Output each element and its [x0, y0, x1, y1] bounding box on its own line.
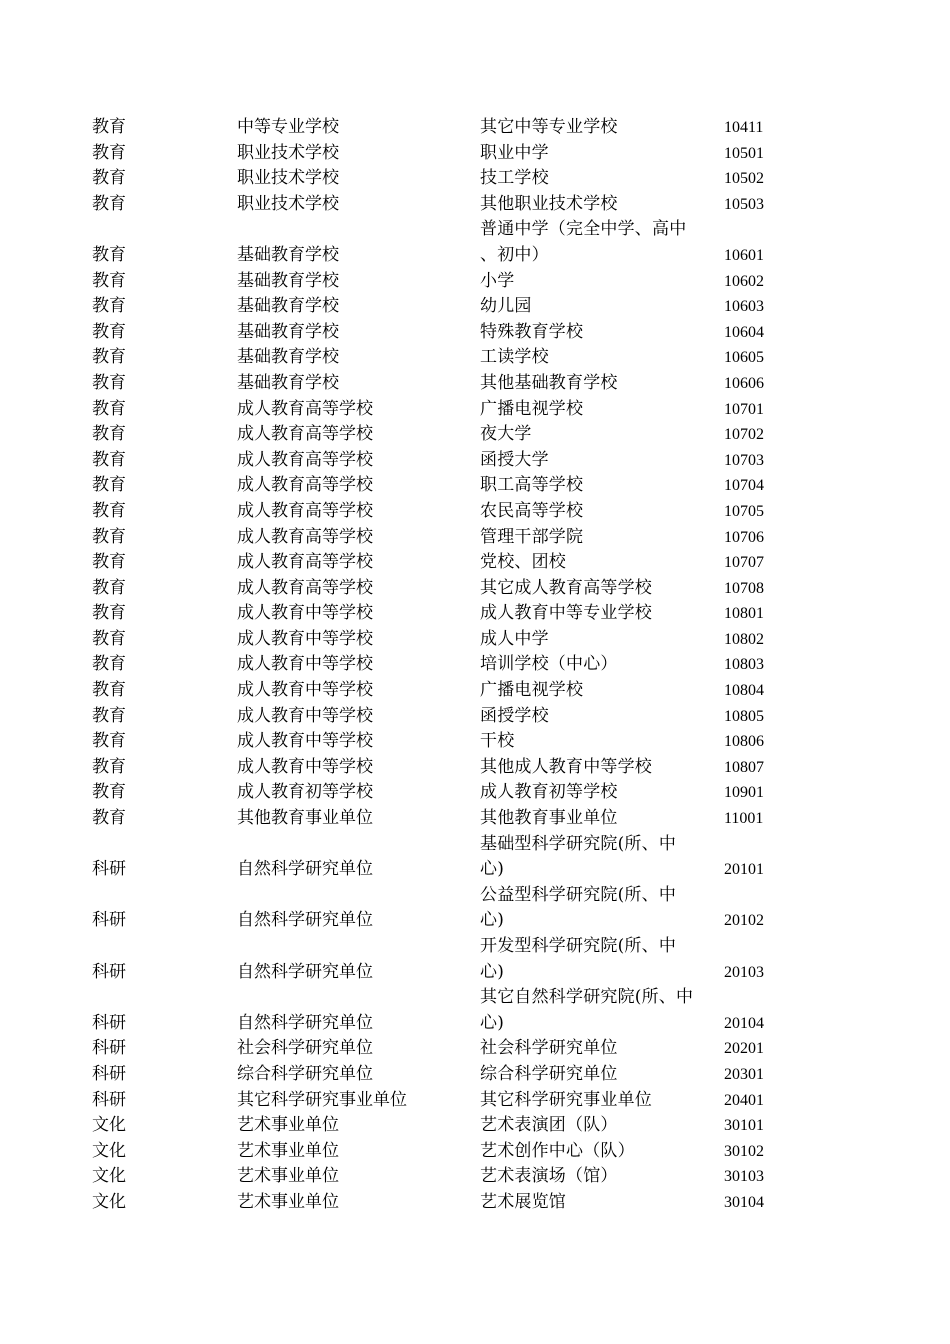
- category-cell: 教育: [92, 424, 126, 445]
- unit-type-cell: 其它科学研究事业单位: [480, 1089, 652, 1110]
- table-row: [92, 448, 792, 474]
- unit-type-cell: 广播电视学校: [480, 398, 584, 419]
- code-cell: 30103: [724, 1168, 764, 1186]
- code-cell: 10804: [724, 682, 764, 700]
- unit-type-cell: 技工学校: [480, 168, 549, 189]
- table-row: [92, 320, 792, 346]
- code-cell: 10601: [724, 246, 764, 264]
- category-cell: 教育: [92, 680, 126, 701]
- table-row: [92, 422, 792, 448]
- table-row: [92, 192, 792, 218]
- subcategory-cell: 艺术事业单位: [237, 1115, 339, 1136]
- category-cell: 教育: [92, 449, 126, 470]
- code-cell: 10606: [724, 374, 764, 392]
- unit-type-cell: 其他职业技术学校: [480, 193, 618, 214]
- subcategory-cell: 其它科学研究事业单位: [237, 1089, 407, 1110]
- subcategory-cell: 职业技术学校: [237, 168, 339, 189]
- table-row: [92, 1088, 792, 1114]
- code-cell: 10706: [724, 528, 764, 546]
- subcategory-cell: 基础教育学校: [237, 347, 339, 368]
- code-cell: 30101: [724, 1117, 764, 1135]
- table-row: [92, 678, 792, 704]
- subcategory-cell: 基础教育学校: [237, 244, 339, 265]
- category-cell: 教育: [92, 808, 126, 829]
- unit-type-cell: 其他成人教育中等学校: [480, 756, 652, 777]
- category-cell: 教育: [92, 705, 126, 726]
- unit-type-cell: 工读学校: [480, 347, 549, 368]
- category-cell: 教育: [92, 500, 126, 521]
- subcategory-cell: 成人教育高等学校: [237, 424, 373, 445]
- table-row: [92, 1113, 792, 1139]
- category-cell: 教育: [92, 654, 126, 675]
- table-row: [92, 1164, 792, 1190]
- table-row: [92, 576, 792, 602]
- subcategory-cell: 社会科学研究单位: [237, 1038, 373, 1059]
- category-cell: 教育: [92, 603, 126, 624]
- category-cell: 教育: [92, 782, 126, 803]
- category-cell: 教育: [92, 168, 126, 189]
- subcategory-cell: 职业技术学校: [237, 142, 339, 163]
- table-row: [92, 397, 792, 423]
- code-cell: 30102: [724, 1142, 764, 1160]
- subcategory-cell: 成人教育中等学校: [237, 705, 373, 726]
- unit-type-cell: 成人中学: [480, 628, 549, 649]
- table-row: [92, 1190, 792, 1216]
- unit-type-cell: 干校: [480, 731, 515, 752]
- subcategory-cell: 成人教育高等学校: [237, 526, 373, 547]
- unit-type-cell: 社会科学研究单位: [480, 1038, 618, 1059]
- category-cell: 教育: [92, 270, 126, 291]
- category-cell: 科研: [92, 859, 126, 880]
- category-cell: 科研: [92, 961, 126, 982]
- unit-type-cell: 小学: [480, 270, 515, 291]
- unit-type-cell: 函授学校: [480, 705, 549, 726]
- subcategory-cell: 基础教育学校: [237, 372, 339, 393]
- table-row: [92, 601, 792, 627]
- unit-type-cell: 其它自然科学研究院(所、中 心): [480, 987, 694, 1033]
- unit-type-cell: 开发型科学研究院(所、中 心): [480, 936, 677, 982]
- category-cell: 文化: [92, 1166, 126, 1187]
- table-row: [92, 525, 792, 551]
- unit-type-cell: 综合科学研究单位: [480, 1063, 618, 1084]
- code-cell: 10604: [724, 323, 764, 341]
- table-row: [92, 345, 792, 371]
- unit-type-cell: 特殊教育学校: [480, 321, 584, 342]
- category-cell: 科研: [92, 1012, 126, 1033]
- subcategory-cell: 成人教育高等学校: [237, 449, 373, 470]
- code-cell: 10603: [724, 298, 764, 316]
- code-cell: 10805: [724, 707, 764, 725]
- unit-type-cell: 夜大学: [480, 424, 532, 445]
- table-row: [92, 371, 792, 397]
- code-cell: 20103: [724, 963, 764, 981]
- code-cell: 10802: [724, 630, 764, 648]
- category-cell: 科研: [92, 1089, 126, 1110]
- code-cell: 10705: [724, 502, 764, 520]
- table-row: [92, 294, 792, 320]
- code-cell: 20102: [724, 912, 764, 930]
- unit-type-cell: 成人教育初等学校: [480, 782, 618, 803]
- table-row: [92, 217, 792, 268]
- category-cell: 教育: [92, 244, 126, 265]
- code-cell: 10801: [724, 605, 764, 623]
- category-cell: 科研: [92, 1063, 126, 1084]
- table-row: [92, 780, 792, 806]
- table-row: [92, 550, 792, 576]
- category-cell: 教育: [92, 398, 126, 419]
- code-cell: 20201: [724, 1040, 764, 1058]
- category-cell: 教育: [92, 475, 126, 496]
- subcategory-cell: 成人教育中等学校: [237, 731, 373, 752]
- subcategory-cell: 成人教育中等学校: [237, 756, 373, 777]
- subcategory-cell: 艺术事业单位: [237, 1140, 339, 1161]
- table-row: [92, 1036, 792, 1062]
- table-row: [92, 473, 792, 499]
- code-cell: 11001: [724, 810, 764, 828]
- subcategory-cell: 基础教育学校: [237, 270, 339, 291]
- subcategory-cell: 中等专业学校: [237, 117, 339, 137]
- subcategory-cell: 成人教育高等学校: [237, 500, 373, 521]
- code-cell: 10605: [724, 349, 764, 367]
- subcategory-cell: 综合科学研究单位: [237, 1063, 373, 1084]
- category-cell: 教育: [92, 577, 126, 598]
- code-cell: 20104: [724, 1014, 764, 1032]
- category-cell: 教育: [92, 321, 126, 342]
- category-cell: 科研: [92, 1038, 126, 1059]
- subcategory-cell: 成人教育高等学校: [237, 398, 373, 419]
- code-cell: 20301: [724, 1065, 764, 1083]
- subcategory-cell: 成人教育高等学校: [237, 577, 373, 598]
- code-cell: 20101: [724, 861, 764, 879]
- code-cell: 10702: [724, 426, 764, 444]
- subcategory-cell: 自然科学研究单位: [237, 910, 373, 931]
- code-cell: 10806: [724, 733, 764, 751]
- table-row: [92, 755, 792, 781]
- table-row: [92, 141, 792, 167]
- subcategory-cell: 成人教育中等学校: [237, 628, 373, 649]
- category-cell: 文化: [92, 1115, 126, 1136]
- unit-type-cell: 艺术表演团（队）: [480, 1115, 618, 1136]
- table-row: [92, 729, 792, 755]
- table-row: [92, 166, 792, 192]
- code-cell: 30104: [724, 1193, 764, 1211]
- category-cell: 教育: [92, 731, 126, 752]
- table-row: [92, 269, 792, 295]
- unit-type-cell: 普通中学（完全中学、高中 、初中）: [480, 219, 687, 265]
- unit-type-cell: 其他教育事业单位: [480, 808, 618, 829]
- unit-type-cell: 党校、团校: [480, 552, 566, 573]
- code-cell: 10501: [724, 144, 764, 162]
- category-cell: 教育: [92, 193, 126, 214]
- unit-type-cell: 艺术创作中心（队）: [480, 1140, 635, 1161]
- unit-type-cell: 艺术表演场（馆）: [480, 1166, 618, 1187]
- table-row: [92, 806, 792, 832]
- subcategory-cell: 成人教育中等学校: [237, 680, 373, 701]
- subcategory-cell: 艺术事业单位: [237, 1191, 339, 1212]
- subcategory-cell: 自然科学研究单位: [237, 961, 373, 982]
- table-row: [92, 934, 792, 985]
- code-cell: 10707: [724, 554, 764, 572]
- code-cell: 10701: [724, 400, 764, 418]
- category-cell: 科研: [92, 910, 126, 931]
- unit-type-cell: 函授大学: [480, 449, 549, 470]
- subcategory-cell: 自然科学研究单位: [237, 1012, 373, 1033]
- subcategory-cell: 成人教育中等学校: [237, 603, 373, 624]
- category-cell: 教育: [92, 372, 126, 393]
- subcategory-cell: 艺术事业单位: [237, 1166, 339, 1187]
- unit-type-cell: 艺术展览馆: [480, 1191, 566, 1212]
- unit-type-cell: 广播电视学校: [480, 680, 584, 701]
- unit-type-cell: 职工高等学校: [480, 475, 584, 496]
- unit-type-cell: 基础型科学研究院(所、中 心): [480, 833, 677, 880]
- unit-type-cell: 其他基础教育学校: [480, 372, 618, 393]
- subcategory-cell: 成人教育高等学校: [237, 552, 373, 573]
- code-cell: 10704: [724, 477, 764, 495]
- unit-type-cell: 成人教育中等专业学校: [480, 603, 652, 624]
- table-row: [92, 832, 792, 883]
- subcategory-cell: 基础教育学校: [237, 321, 339, 342]
- table-row: [92, 1139, 792, 1165]
- unit-type-cell: 职业中学: [480, 142, 549, 163]
- code-cell: 10807: [724, 758, 764, 776]
- code-cell: 20401: [724, 1091, 764, 1109]
- table-row: [92, 627, 792, 653]
- subcategory-cell: 成人教育初等学校: [237, 782, 373, 803]
- subcategory-cell: 职业技术学校: [237, 193, 339, 214]
- category-cell: 教育: [92, 296, 126, 317]
- subcategory-cell: 基础教育学校: [237, 296, 339, 317]
- subcategory-cell: 其他教育事业单位: [237, 808, 373, 829]
- code-cell: 10803: [724, 656, 764, 674]
- category-cell: 文化: [92, 1140, 126, 1161]
- table-row: [92, 1062, 792, 1088]
- category-cell: 教育: [92, 628, 126, 649]
- category-cell: 教育: [92, 117, 126, 137]
- table-row: [92, 115, 792, 141]
- table-row: [92, 985, 792, 1036]
- table-row: [92, 704, 792, 730]
- unit-type-cell: 培训学校（中心）: [480, 654, 618, 675]
- unit-type-cell: 其它中等专业学校: [480, 117, 618, 137]
- category-cell: 教育: [92, 347, 126, 368]
- unit-type-cell: 公益型科学研究院(所、中 心): [480, 884, 677, 931]
- category-cell: 教育: [92, 526, 126, 547]
- unit-type-cell: 农民高等学校: [480, 500, 584, 521]
- code-cell: 10502: [724, 170, 764, 188]
- category-cell: 文化: [92, 1191, 126, 1212]
- unit-type-cell: 管理干部学院: [480, 526, 584, 547]
- table-row: [92, 883, 792, 934]
- category-cell: 教育: [92, 142, 126, 163]
- subcategory-cell: 成人教育中等学校: [237, 654, 373, 675]
- code-cell: 10503: [724, 195, 764, 213]
- unit-type-cell: 幼儿园: [480, 296, 532, 317]
- unit-type-cell: 其它成人教育高等学校: [480, 577, 652, 598]
- code-cell: 10901: [724, 784, 764, 802]
- code-cell: 10411: [724, 119, 764, 136]
- table-row: [92, 499, 792, 525]
- code-cell: 10703: [724, 451, 764, 469]
- category-cell: 教育: [92, 552, 126, 573]
- category-cell: 教育: [92, 756, 126, 777]
- table-row: [92, 652, 792, 678]
- subcategory-cell: 成人教育高等学校: [237, 475, 373, 496]
- code-cell: 10602: [724, 272, 764, 290]
- code-cell: 10708: [724, 579, 764, 597]
- subcategory-cell: 自然科学研究单位: [237, 859, 373, 880]
- classification-table: [92, 115, 792, 1216]
